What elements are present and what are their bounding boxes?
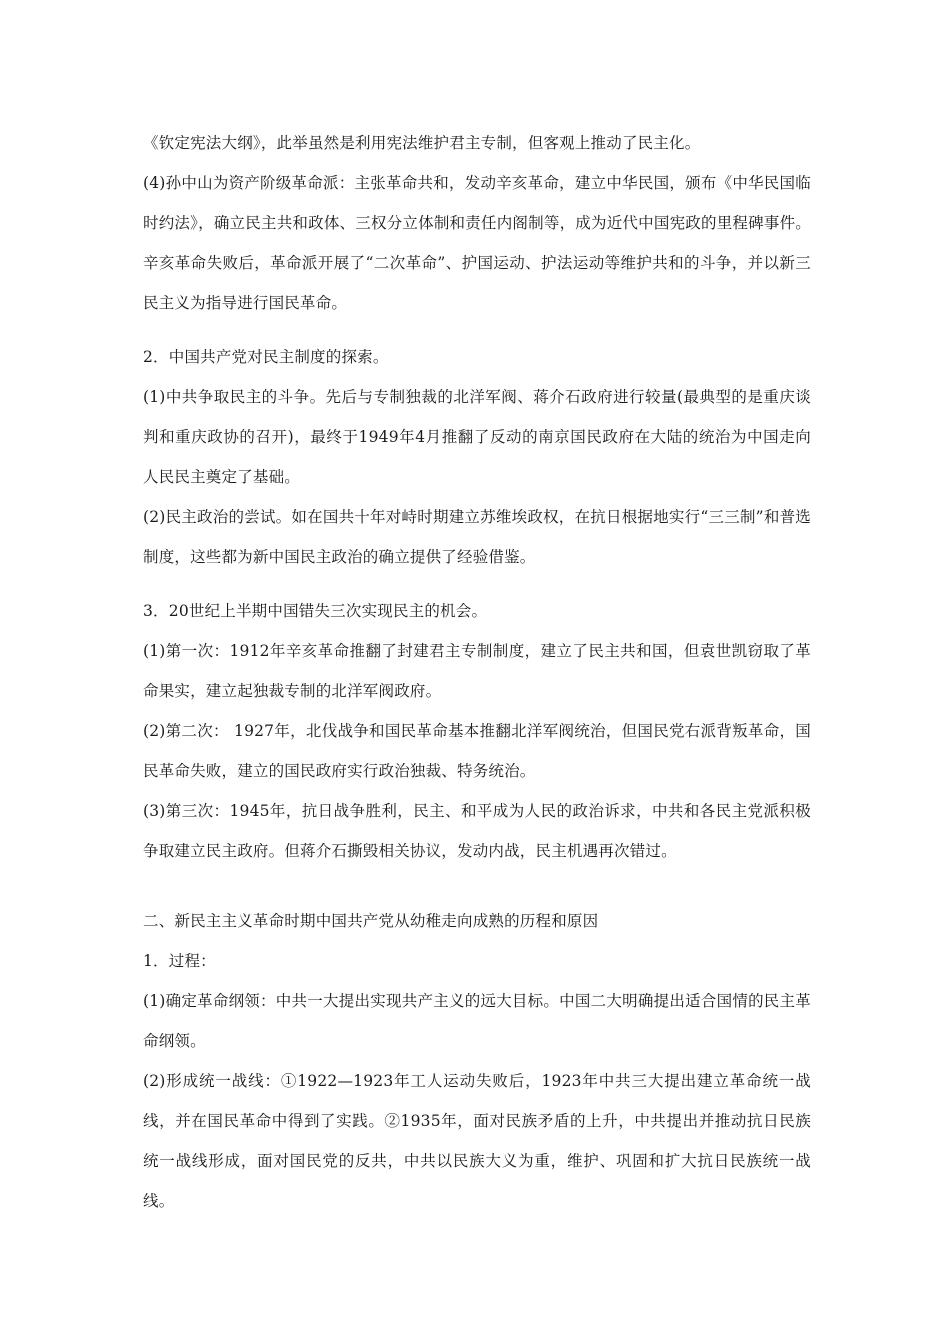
- paragraph-sun-yat-sen: (4)孙中山为资产阶级革命派：主张革命共和，发动辛亥革命，建立中华民国，颁布《中华民国临时约法》，确立民主共和政体、三权分立体制和责任内阁制等，成为近代中国宪政的里程碑事件。辛亥革命失败后，革命派开展了“二次革命”、护国运动、护法运动等维护共和的斗争，并以新三民主义为指导进行国民革命。: [143, 174, 811, 312]
- paragraph-united-front: (2)形成统一战线：①1922—1923年工人运动失败后，1923年中共三大提出建立革命统一战线，并在国民革命中得到了实践。②1935年，面对民族矛盾的上升，中共提出并推动抗日民族统一战线形成，面对国民党的反共，中共以民族大义为重，维护、巩固和扩大抗日民族统一战线。: [143, 1072, 811, 1210]
- paragraph-third-chance: (3)第三次：1945年，抗日战争胜利，民主、和平成为人民的政治诉求，中共和各民主党派积极争取建立民主政府。但蒋介石撕毁相关协议，发动内战，民主机遇再次错过。: [143, 802, 811, 860]
- paragraph-second-chance: (2)第二次： 1927年，北伐战争和国民革命基本推翻北洋军阀统治，但国民党右派背叛革命，国民革命失败，建立的国民政府实行政治独裁、特务统治。: [143, 722, 811, 780]
- document-body: [143, 123, 811, 1221]
- paragraph-spacer: [143, 577, 811, 591]
- paragraph-constitution-outline: 《钦定宪法大纲》，此举虽然是利用宪法维护君主专制，但客观上推动了民主化。: [143, 134, 701, 152]
- paragraph-spacer: [143, 323, 811, 337]
- section-heading-missed-chances: 3．20世纪上半期中国错失三次实现民主的机会。: [143, 602, 488, 620]
- paragraph-ccp-struggle: (1)中共争取民主的斗争。先后与专制独裁的北洋军阀、蒋介石政府进行较量(最典型的是重庆谈判和重庆政协的召开)，最终于1949年4月推翻了反动的南京国民政府在大陆的统治为中国走向人民民主奠定了基础。: [143, 388, 811, 486]
- section-spacer: [143, 871, 811, 901]
- paragraph-democratic-attempt: (2)民主政治的尝试。如在国共十年对峙时期建立苏维埃政权，在抗日根据地实行“三三制”和普选制度，这些都为新中国民主政治的确立提供了经验借鉴。: [143, 508, 811, 566]
- subheading-process: 1．过程：: [143, 952, 216, 970]
- paragraph-first-chance: (1)第一次：1912年辛亥革命推翻了封建君主专制制度，建立了民主共和国，但袁世凯窃取了革命果实，建立起独裁专制的北洋军阀政府。: [143, 642, 811, 700]
- section-heading-ccp-exploration: 2．中国共产党对民主制度的探索。: [143, 348, 389, 366]
- paragraph-revolutionary-program: (1)确定革命纲领：中共一大提出实现共产主义的远大目标。中国二大明确提出适合国情的民主革命纲领。: [143, 992, 811, 1050]
- section-heading-new-democratic-revolution: 二、新民主主义革命时期中国共产党从幼稚走向成熟的历程和原因: [143, 912, 599, 930]
